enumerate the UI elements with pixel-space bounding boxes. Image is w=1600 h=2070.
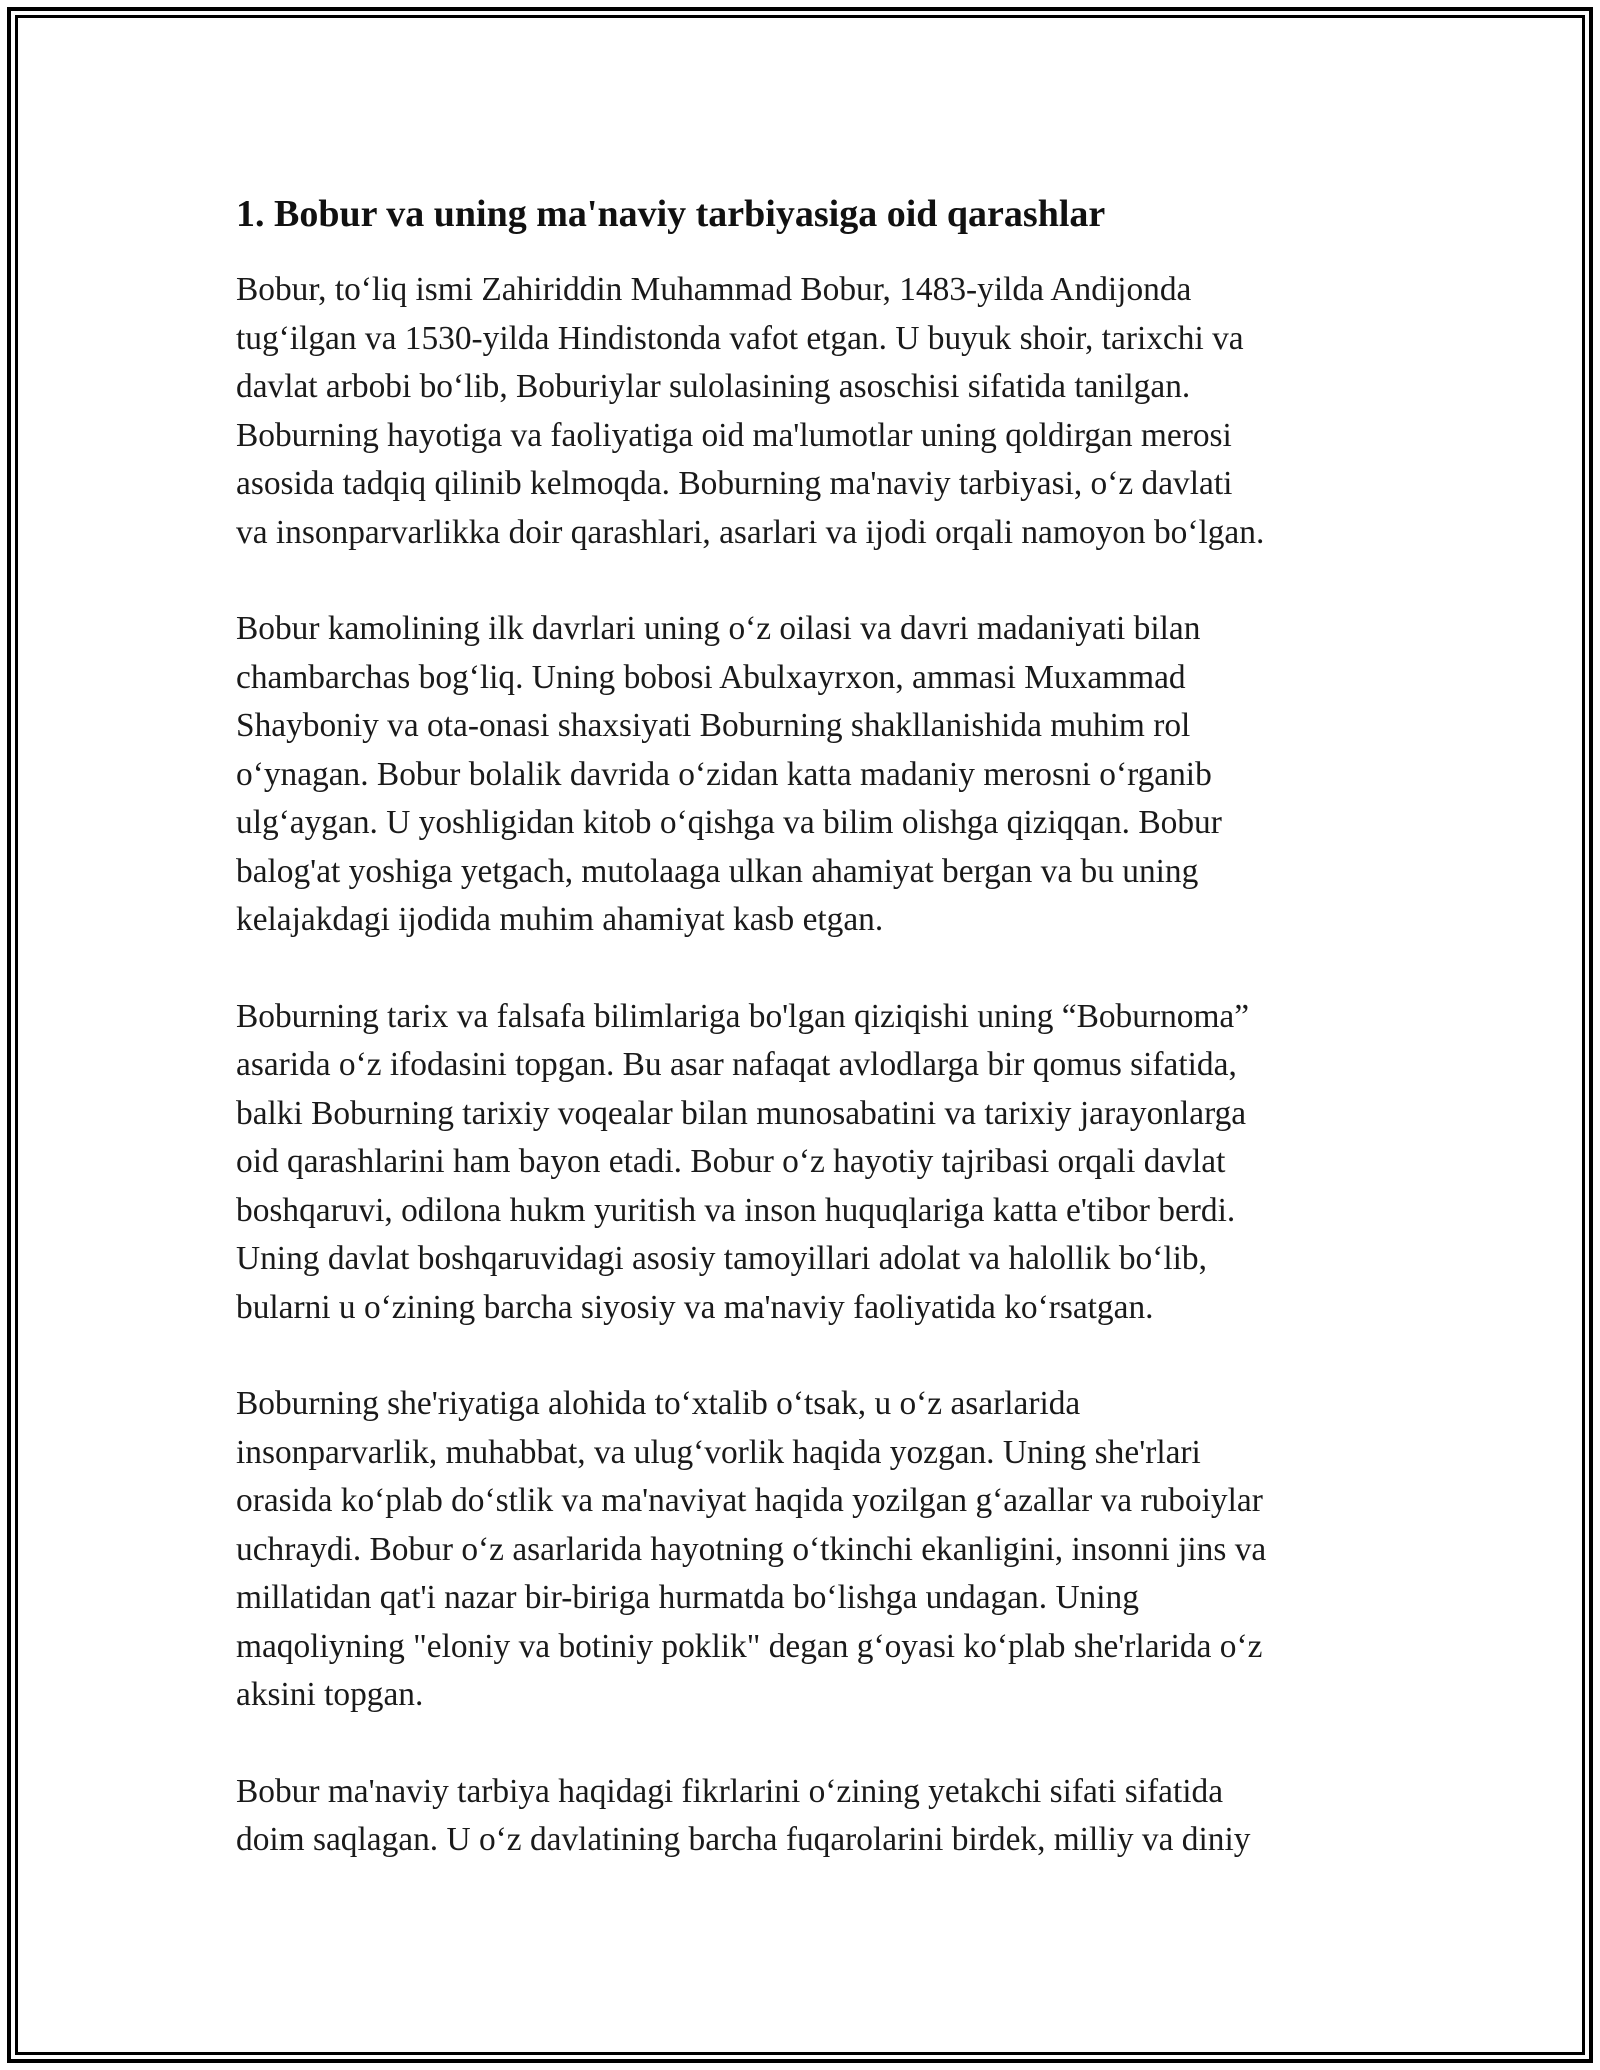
paragraph-4 — [236, 1380, 1376, 1720]
paragraph-line: Bobur ma'naviy tarbiya haqidagi fikrlarini o‘zining yetakchi sifati sifatida — [236, 1772, 1224, 1810]
paragraph-line: tug‘ilgan va 1530-yilda Hindistonda vafot etgan. U buyuk shoir, tarixchi va — [236, 319, 1244, 357]
document-body — [236, 188, 1376, 1913]
paragraph-line: bularni u o‘zining barcha siyosiy va ma'naviy faoliyatida ko‘rsatgan. — [236, 1288, 1154, 1326]
paragraph-line: kelajakdagi ijodida muhim ahamiyat kasb etgan. — [236, 901, 884, 938]
paragraph-line: oid qarashlarini ham bayon etadi. Bobur o‘z hayotiy tajribasi orqali davlat — [236, 1143, 1226, 1180]
paragraph-line: Uning davlat boshqaruvidagi asosiy tamoyillari adolat va halollik bo‘lib, — [236, 1240, 1207, 1277]
paragraph-line: o‘ynagan. Bobur bolalik davrida o‘zidan katta madaniy merosni o‘rganib — [236, 755, 1212, 793]
paragraph-line: Bobur kamolining ilk davrlari uning o‘z oilasi va davri madaniyati bilan — [236, 610, 1201, 647]
paragraph-line: davlat arbobi bo‘lib, Boburiylar sulolasining asoschisi sifatida tanilgan. — [236, 368, 1191, 405]
section-heading: 1. Bobur va uning ma'naviy tarbiyasiga oid qarashlar — [236, 193, 1106, 235]
paragraph-line: doim saqlagan. U o‘z davlatining barcha fuqarolarini birdek, milliy va diniy — [236, 1821, 1251, 1858]
paragraph-line: aksini topgan. — [236, 1676, 424, 1713]
paragraph-2 — [236, 605, 1376, 945]
paragraph-line: chambarchas bog‘liq. Uning bobosi Abulxayrxon, ammasi Muxammad — [236, 658, 1186, 696]
paragraph-line: Bobur, to‘liq ismi Zahiriddin Muhammad Bobur, 1483-yilda Andijonda — [236, 271, 1192, 308]
paragraph-line: asosida tadqiq qilinib kelmoqda. Boburning ma'naviy tarbiyasi, o‘z davlati — [236, 465, 1233, 502]
paragraph-1 — [236, 266, 1376, 557]
paragraph-line: va insonparvarlikka doir qarashlari, asarlari va ijodi orqali namoyon bo‘lgan. — [236, 513, 1265, 551]
paragraph-line: balki Boburning tarixiy voqealar bilan munosabatini va tarixiy jarayonlarga — [236, 1094, 1247, 1132]
paragraph-line: millatidan qat'i nazar bir-biriga hurmatda bo‘lishga undagan. Uning — [236, 1579, 1139, 1616]
paragraph-line: Boburning hayotiga va faoliyatiga oid ma'lumotlar uning qoldirgan merosi — [236, 416, 1232, 454]
paragraph-line: uchraydi. Bobur o‘z asarlarida hayotning o‘tkinchi ekanligini, insonni jins va — [236, 1530, 1267, 1568]
paragraph-line: insonparvarlik, muhabbat, va ulug‘vorlik haqida yozgan. Uning she'rlari — [236, 1433, 1201, 1471]
paragraph-line: balog'at yoshiga yetgach, mutolaaga ulkan ahamiyat bergan va bu uning — [236, 852, 1199, 890]
paragraph-line: maqoliyning "eloniy va botiniy poklik" degan g‘oyasi ko‘plab she'rlarida o‘z — [236, 1627, 1263, 1665]
paragraph-3 — [236, 993, 1376, 1333]
paragraph-line: Boburning tarix va falsafa bilimlariga bo'lgan qiziqishi uning “Boburnoma” — [236, 997, 1250, 1035]
paragraph-line: Boburning she'riyatiga alohida to‘xtalib o‘tsak, u o‘z asarlarida — [236, 1385, 1081, 1422]
paragraph-line: Shayboniy va ota-onasi shaxsiyati Boburning shakllanishida muhim rol — [236, 707, 1191, 744]
paragraph-line: ulg‘aygan. U yoshligidan kitob o‘qishga va bilim olishga qiziqqan. Bobur — [236, 804, 1222, 841]
paragraph-line: asarida o‘z ifodasini topgan. Bu asar nafaqat avlodlarga bir qomus sifatida, — [236, 1046, 1237, 1083]
paragraph-line: boshqaruvi, odilona hukm yuritish va inson huquqlariga katta e'tibor berdi. — [236, 1191, 1236, 1229]
paragraph-line: orasida ko‘plab do‘stlik va ma'naviyat haqida yozilgan g‘azallar va ruboiylar — [236, 1482, 1263, 1519]
paragraph-5 — [236, 1768, 1376, 1865]
